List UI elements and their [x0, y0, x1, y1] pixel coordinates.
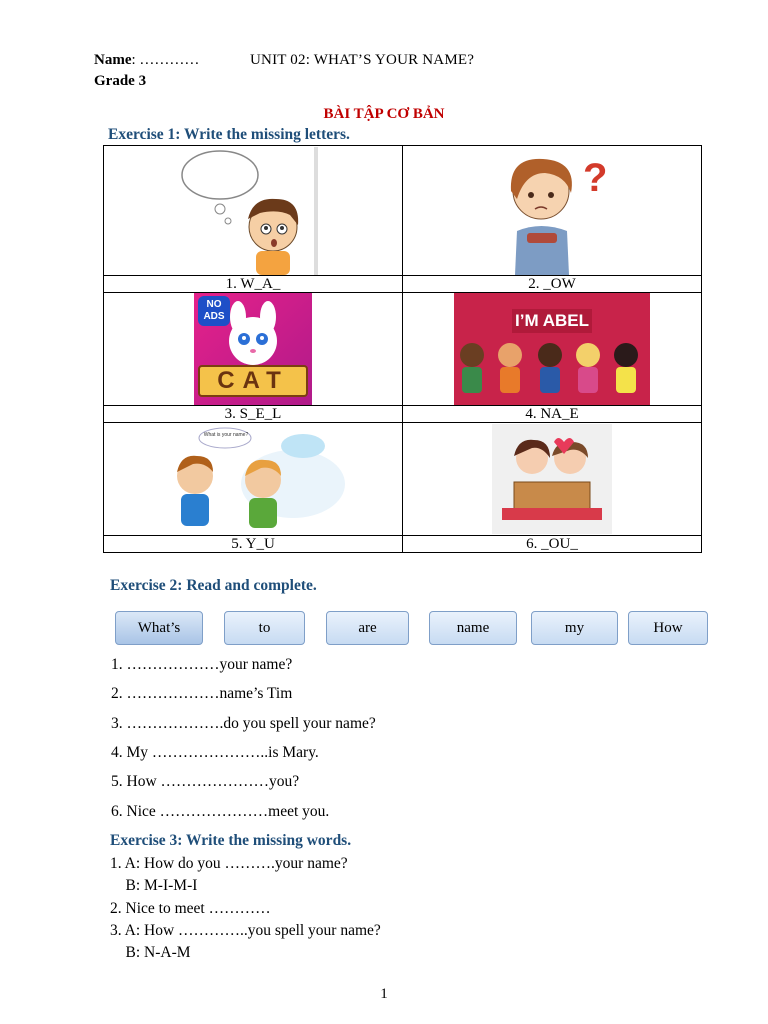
thinking-boy-picture	[178, 147, 328, 275]
word-box-my[interactable]: my	[531, 611, 618, 645]
name-field-line	[94, 52, 199, 69]
im-abel-picture	[454, 293, 650, 405]
exercise2-line-5: 5. How …………………you?	[111, 773, 300, 790]
answer-label-3: 3. S_E_L	[104, 406, 403, 423]
picture-cell-2	[403, 146, 702, 276]
word-box-whats[interactable]: What’s	[115, 611, 203, 645]
page-number: 1	[380, 986, 388, 1002]
exercise1-grid	[103, 145, 702, 553]
exercise2-line-3: 3. ……………….do you spell your name?	[111, 715, 376, 732]
kids-with-box-picture	[492, 424, 612, 534]
children-group-icon	[454, 339, 650, 405]
name-label: Name	[94, 52, 132, 68]
exercise2-line-2: 2. ………………name’s Tim	[111, 685, 293, 702]
answer-label-5: 5. Y_U	[104, 536, 403, 553]
picture-cell-6	[403, 423, 702, 536]
svg-text:?: ?	[583, 155, 608, 200]
exercise1-title: Exercise 1: Write the missing letters.	[108, 126, 350, 143]
exercise2-line-6: 6. Nice …………………meet you.	[111, 803, 330, 820]
word-box-name[interactable]: name	[429, 611, 517, 645]
exercise2-title: Exercise 2: Read and complete.	[110, 577, 317, 594]
picture-cell-1	[104, 146, 403, 276]
name-blank: : …………	[131, 52, 200, 68]
cat-app-picture	[194, 293, 312, 405]
confused-boy-picture	[487, 147, 617, 275]
picture-cell-4	[403, 293, 702, 406]
word-box-are[interactable]: are	[326, 611, 409, 645]
speech-bubble-text: What is your name?	[203, 432, 249, 438]
answer-label-2: 2. _OW	[403, 276, 702, 293]
cat-word-logo: CAT	[198, 365, 308, 397]
exercise3-line-4: 3. A: How …………..you spell your name?	[110, 922, 381, 939]
two-kids-talking-picture	[153, 424, 353, 534]
exercise2-line-4: 4. My …………………..is Mary.	[111, 744, 319, 761]
picture-cell-3	[104, 293, 403, 406]
answer-label-4: 4. NA_E	[403, 406, 702, 423]
im-abel-banner: I’M ABEL	[512, 309, 592, 333]
picture-cell-5	[104, 423, 403, 536]
kids-talking-icon	[153, 424, 353, 534]
exercise3-line-5: B: N-A-M	[110, 944, 191, 961]
exercise3-line-2: B: M-I-M-I	[110, 877, 198, 894]
word-box-how[interactable]: How	[628, 611, 708, 645]
grade-label: Grade 3	[94, 73, 147, 89]
exercise3-title: Exercise 3: Write the missing words.	[110, 832, 352, 849]
exercise3-line-3: 2. Nice to meet …………	[110, 900, 271, 917]
no-ads-badge: NO ADS	[198, 296, 230, 326]
exercise3-line-1: 1. A: How do you ……….your name?	[110, 855, 348, 872]
answer-label-6: 6. _OU_	[403, 536, 702, 553]
answer-label-1: 1. W_A_	[104, 276, 403, 293]
bunny-icon	[218, 301, 288, 367]
exercise2-line-1: 1. ………………your name?	[111, 656, 293, 673]
unit-title: UNIT 02: WHAT’S YOUR NAME?	[250, 52, 475, 68]
word-box-to[interactable]: to	[224, 611, 305, 645]
section-title: BÀI TẬP CƠ BẢN	[323, 106, 445, 122]
